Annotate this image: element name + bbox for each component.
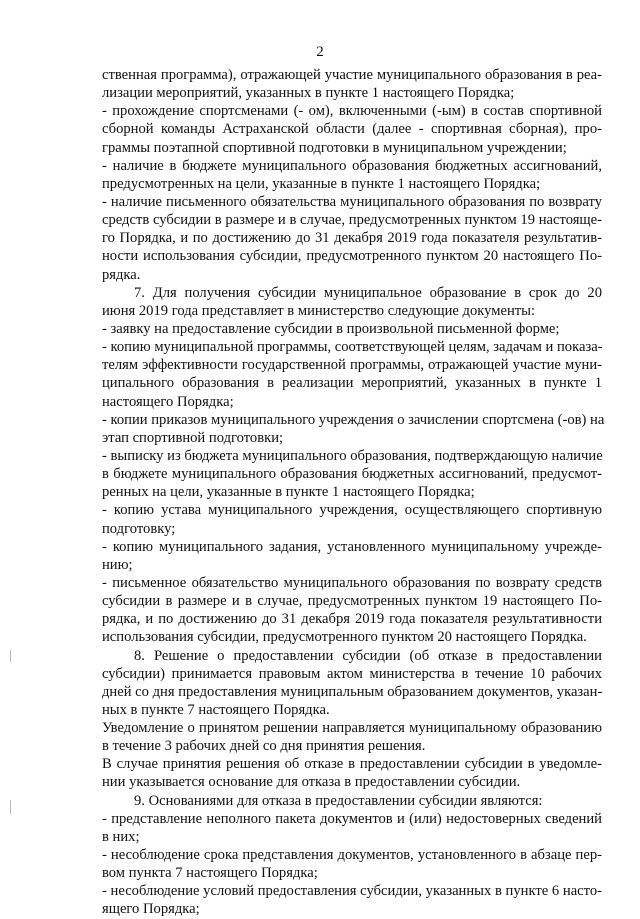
text-line: Уведомление о принятом решении направляется муниципальному образованию	[102, 720, 602, 737]
text-line: 8. Решение о предоставлении субсидии (об отказе в предоставлении	[134, 647, 602, 664]
margin-mark	[10, 800, 11, 814]
text-line: - письменное обязательство муниципального образования по возврату средств	[102, 574, 602, 591]
text-line: ных в пункте 7 настоящего Порядка.	[102, 701, 330, 718]
text-line: настоящего Порядка;	[102, 393, 234, 410]
text-line: нию;	[102, 556, 133, 573]
text-line: - несоблюдение условий предоставления субсидии, указанных в пункте 6 насто-	[102, 883, 602, 900]
text-line: вом пункта 7 настоящего Порядка;	[102, 865, 318, 882]
text-line: июня 2019 года представляет в министерство следующие документы:	[102, 302, 536, 319]
page-number: 2	[316, 44, 324, 60]
text-line: граммы поэтапной спортивной подготовки в муниципальном учреждении;	[102, 139, 567, 156]
text-line: ящего Порядка;	[102, 901, 200, 918]
text-line: ренных на цели, указанные в пункте 1 настоящего Порядка;	[102, 484, 475, 501]
text-line: этап спортивной подготовки;	[102, 429, 284, 446]
text-line: телям эффективности государственной программы, отражающей участие муни-	[102, 357, 602, 374]
text-line: ности использования субсидии, предусмотренного пунктом 20 настоящего По-	[102, 248, 602, 265]
text-line: го Порядка, и по достижению до 31 декабря 2019 года показателя результатив-	[102, 230, 602, 247]
text-line: субсидии) принимается правовым актом министерства в течение 10 рабочих	[102, 665, 602, 682]
margin-mark	[10, 650, 11, 662]
text-line: - представление неполного пакета документов и (или) недостоверных сведений	[102, 810, 602, 827]
text-line: ственная программа), отражающей участие муниципального образования в реа-	[102, 67, 602, 83]
text-line: в течение 3 рабочих дней со дня принятия решения.	[102, 738, 426, 755]
text-line: лизации мероприятий, указанных в пункте 1 настоящего Порядка;	[102, 85, 515, 102]
text-line: в бюджете муниципального образования бюджетных ассигнований, предусмот-	[102, 466, 602, 483]
text-line: - прохождение спортсменами (- ом), включенными (-ым) в состав спортивной	[102, 103, 602, 120]
text-line: - копию устава муниципального учреждения, осуществляющего спортивную	[102, 502, 602, 519]
text-line: - выписку из бюджета муниципального образования, подтверждающую наличие	[102, 447, 603, 464]
text-line: - копию муниципальной программы, соответствующей целям, задачам и показа-	[102, 339, 603, 356]
text-line: В случае принятия решения об отказе в предоставлении субсидии в уведомле-	[102, 756, 602, 773]
text-line: ципального образования в реализации мероприятий, указанных в пункте 1	[102, 375, 602, 392]
text-line: в них;	[102, 828, 140, 845]
text-line: 7. Для получения субсидии муниципальное образование в срок до 20	[134, 284, 602, 301]
text-line: рядка.	[102, 266, 141, 283]
text-line: сборной команды Астраханской области (далее - спортивная сборная), про-	[102, 121, 602, 138]
text-line: 9. Основаниями для отказа в предоставлении субсидии являются:	[134, 792, 543, 809]
text-line: предусмотренных на цели, указанные в пункте 1 настоящего Порядка;	[102, 175, 541, 192]
text-line: дней со дня предоставления муниципальным образованием документов, указан-	[102, 683, 603, 700]
text-line: субсидии в размере и в случае, предусмотренных пунктом 19 настоящего По-	[102, 593, 602, 610]
text-line: - наличие в бюджете муниципального образования бюджетных ассигнований,	[102, 157, 602, 174]
text-line: подготовку;	[102, 520, 176, 537]
text-line: средств субсидии в размере и в случае, предусмотренных пунктом 19 настояще-	[102, 212, 602, 229]
text-line: - несоблюдение срока представления документов, установленного в абзаце пер-	[102, 847, 602, 864]
text-line: - копии приказов муниципального учреждения о зачислении спортсмена (-ов) на	[102, 411, 605, 428]
text-line: - заявку на предоставление субсидии в произвольной письменной форме;	[102, 320, 560, 337]
document-body	[102, 66, 605, 919]
text-line: нии указывается основание для отказа в предоставлении субсидии.	[102, 774, 521, 791]
text-line: использования субсидии, предусмотренного пунктом 20 настоящего Порядка.	[102, 629, 587, 646]
text-line: - копию муниципального задания, установленного муниципальному учрежде-	[102, 538, 602, 555]
text-line: - наличие письменного обязательства муниципального образования по возврату	[102, 193, 602, 210]
text-line: рядка, и по достижению до 31 декабря 2019 года показателя результативности	[102, 611, 602, 628]
